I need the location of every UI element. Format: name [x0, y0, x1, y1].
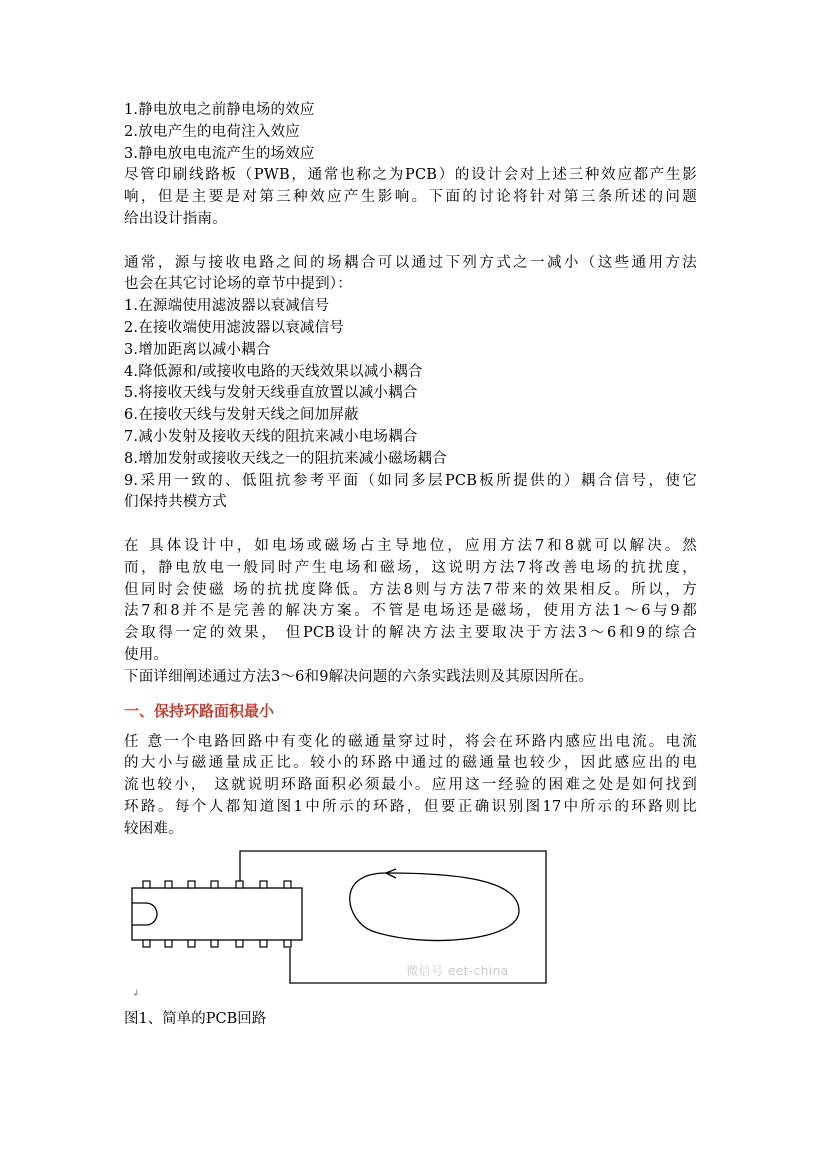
list-item: 9.采用一致的、低阻抗参考平面（如同多层PCB板所提供的）耦合信号，使它 — [124, 472, 697, 489]
text-line: 但同时会使磁 场的抗扰度降低。方法8则与方法7带来的效果相反。所以，方 — [124, 581, 697, 598]
list-item: 7.减小发射及接收天线的阻抗来减小电场耦合 — [124, 428, 418, 445]
list-item: 8.增加发射或接收天线之一的阻抗来减小磁场耦合 — [124, 450, 447, 467]
text-line: 任 意一个电路回路中有变化的磁通量穿过时，将会在环路内感应出电流。电流 — [124, 733, 697, 750]
paragraph-loop-area — [124, 732, 697, 841]
list-item: 3.增加距离以减小耦合 — [124, 341, 271, 358]
list-item: 4.降低源和/或接收电路的天线效果以减小耦合 — [124, 363, 423, 380]
text-line: 给出设计指南。 — [124, 210, 227, 227]
text-line: 流也较小， 这就说明环路面积必须最小。应用这一经验的困难之处是如何找到 — [124, 777, 697, 794]
text-line: 而，静电放电一般同时产生电场和磁场，这说明方法7将改善电场的抗扰度， — [124, 559, 697, 576]
text-line: 较困难。 — [124, 820, 183, 837]
ic-pins — [143, 881, 291, 947]
text-line: 也会在其它讨论场的章节中提到）： — [124, 276, 352, 293]
list-item: 3.静电放电电流产生的场效应 — [124, 145, 315, 162]
induced-current-ellipse — [350, 873, 519, 941]
list-item: 1.在源端使用滤波器以衰减信号 — [124, 298, 330, 315]
text-line: 会取得一定的效果， 但PCB设计的解决方法主要取决于方法3～6和9的综合 — [124, 625, 697, 642]
text-line: 环路。每个人都知道图1中所示的环路，但要正确识别图17中所示的环路则比 — [124, 798, 697, 815]
methods-list — [124, 296, 697, 514]
text-line: 下面详细阐述通过方法3～6和9解决问题的六条实践法则及其原因所在。 — [124, 668, 594, 685]
paragraph-mark: ↲ — [132, 988, 140, 999]
list-item: 2.在接收端使用滤波器以衰减信号 — [124, 319, 345, 336]
list-item: 5.将接收天线与发射天线垂直放置以减小耦合 — [124, 385, 418, 402]
figure-caption: 图1、简单的PCB回路 — [124, 1010, 267, 1027]
ic-notch — [132, 903, 157, 925]
intro-list — [124, 100, 697, 165]
section-heading: 一、保持环路面积最小 — [124, 701, 275, 720]
figure-pcb-loop — [124, 845, 564, 1005]
text-line: 在 具体设计中，如电场或磁场占主导地位，应用方法7和8就可以解决。然 — [124, 537, 697, 554]
watermark: 微信号 eet-china — [406, 963, 509, 978]
pcb-loop-diagram — [124, 845, 564, 1005]
list-item: 1.静电放电之前静电场的效应 — [124, 102, 315, 118]
text-line: 的大小与磁通量成正比。较小的环路中通过的磁通量也较少，因此感应出的电 — [124, 755, 697, 772]
text-line: 响，但是主要是对第三种效应产生影响。下面的讨论将针对第三条所述的问题 — [124, 189, 697, 206]
paragraph-design — [124, 536, 697, 689]
paragraph-pcb-effects — [124, 165, 697, 230]
list-item: 们保持共模方式 — [124, 494, 227, 511]
spacer — [124, 514, 697, 536]
text-line: 尽管印刷线路板（PWB，通常也称之为PCB）的设计会对上述三种效应都产生影 — [124, 167, 697, 184]
list-item: 6.在接收天线与发射天线之间加屏蔽 — [124, 407, 359, 424]
spacer — [124, 231, 697, 253]
text-line: 使用。 — [124, 646, 169, 663]
text-line: 通常，源与接收电路之间的场耦合可以通过下列方式之一减小（这些通用方法 — [124, 254, 697, 271]
text-line: 法7和8并不是完善的解决方案。不管是电场还是磁场，使用方法1～6与9都 — [124, 603, 697, 620]
list-item: 2.放电产生的电荷注入效应 — [124, 123, 300, 140]
document-page — [124, 100, 697, 1030]
paragraph-coupling — [124, 253, 697, 297]
